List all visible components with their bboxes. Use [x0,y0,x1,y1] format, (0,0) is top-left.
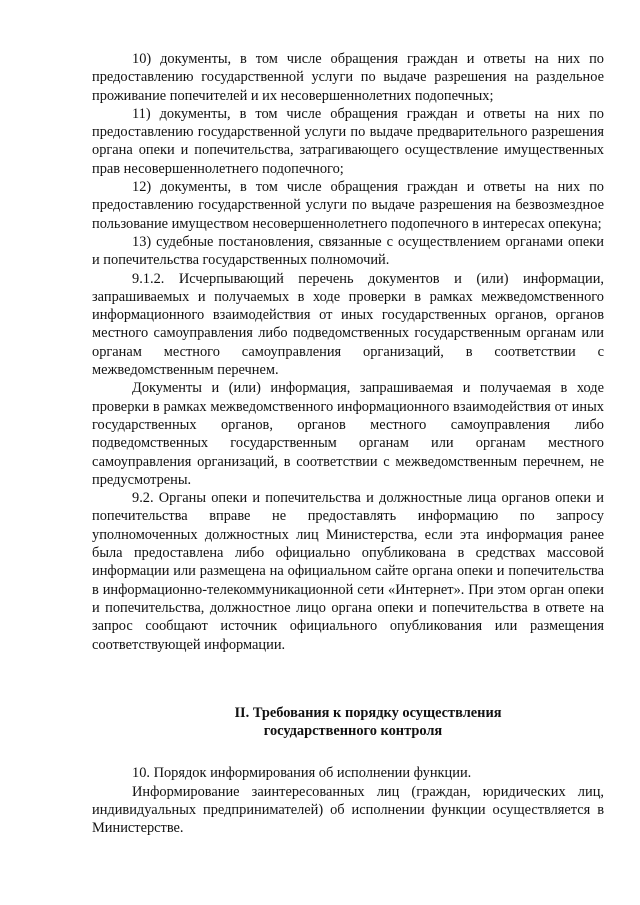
paragraph-9-1-2: 9.1.2. Исчерпывающий перечень документов и (или) информации, запрашиваемых и получаемых в ходе проверки в рамках межведомственного информационного взаимодействия от иных государственных органов, органов местного самоуправления либо подведомственных государственным органам или органам местного самоуправления организаций, в соответствии с межведомственным перечнем. [92,270,604,379]
section-one [92,50,604,654]
paragraph-item-11: 11) документы, в том числе обращения граждан и ответы на них по предоставлению государственной услуги по выдаче предварительного разрешения органа опеки и попечительства, затрагивающего осуществление имущественных прав несовершеннолетнего подопечного; [92,105,604,177]
paragraph-item-13: 13) судебные постановления, связанные с осуществлением органами опеки и попечительства государственных полномочий. [92,233,604,269]
paragraph-informing-interested-persons: Информирование заинтересованных лиц (граждан, юридических лиц, индивидуальных предпринимателей) об исполнении функции осуществляется в Министерстве. [92,783,604,837]
paragraph-item-12: 12) документы, в том числе обращения граждан и ответы на них по предоставлению государственной услуги по выдаче разрешения на безвозмездное пользование имуществом несовершеннолетнего подопечного в интересах опекуна; [92,179,604,232]
section-heading-line-2: государственного контроля [263,723,443,740]
section-heading-line-1: II. Требования к порядку осуществления [234,704,502,721]
paragraph-documents-not-provided: Документы и (или) информация, запрашиваемая и получаемая в ходе проверки в рамках межведомственного информационного взаимодействия от иных государственных органов, органов местного самоуправления либо подведомственных государственным органам или органам местного самоуправления организаций, в соответствии с межведомственным перечнем, не предусмотрены. [92,380,604,488]
paragraph-item-10: 10) документы, в том числе обращения граждан и ответы на них по предоставлению государственной услуги по выдаче разрешения на раздельное проживание попечителей и их несовершеннолетних подопечных; [92,51,604,104]
document-page [92,50,604,838]
section-heading [92,704,604,741]
section-two [92,764,604,837]
paragraph-9-2: 9.2. Органы опеки и попечительства и должностные лица органов опеки и попечительства вправе не предоставлять информацию по запросу уполномоченных должностных лиц Министерства, если эта информация ранее была предоставлена либо официально опубликована в средствах массовой информации или размещена на официальном сайте органа опеки и попечительства в информационно-телекоммуникационной сети «Интернет». При этом орган опеки и попечительства, должностное лицо органа опеки и попечительства в ответе на запрос сообщают источник официального опубликования или размещения соответствующей информации. [92,490,604,653]
paragraph-10-informing-order: 10. Порядок информирования об исполнении функции. [132,765,472,782]
